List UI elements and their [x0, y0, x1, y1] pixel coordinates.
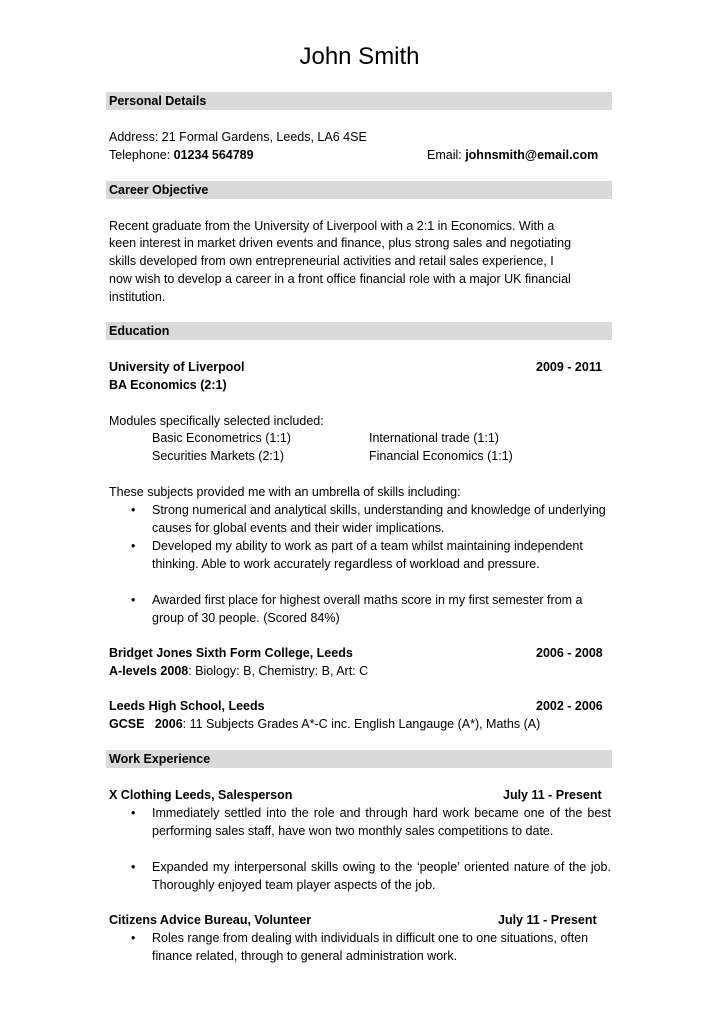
bullet-icon: • — [131, 931, 136, 945]
alevels-line — [109, 662, 611, 680]
skill-text: Developed my ability to work as part of a team whilst maintaining independent thinking. Able to work accurately regardless of workload and pressure. — [152, 539, 583, 571]
job-bullet-text: Immediately settled into the role and through hard work became one of the best performing sales staff, have won two monthly sales competitions to date. — [152, 806, 611, 838]
school-dates: 2002 - 2006 — [536, 699, 603, 713]
section-education: Education — [106, 322, 612, 340]
section-career-objective: Career Objective — [106, 181, 612, 199]
email-line — [427, 146, 598, 164]
telephone-number: 01234 564789 — [173, 148, 254, 162]
gcse-grades: : 11 Subjects Grades A*-C inc. English Langauge (A*), Maths (A) — [182, 717, 541, 731]
school-name: Leeds High School, Leeds — [109, 699, 265, 713]
job-dates: July 11 - Present — [498, 913, 597, 927]
college-name: Bridget Jones Sixth Form College, Leeds — [109, 646, 353, 660]
university-name: University of Liverpool — [109, 360, 245, 374]
telephone-label: Telephone: — [109, 148, 174, 162]
university-dates: 2009 - 2011 — [536, 360, 603, 374]
module-item: Basic Econometrics (1:1) — [152, 431, 291, 445]
college-dates: 2006 - 2008 — [536, 646, 603, 660]
module-item: Securities Markets (2:1) — [152, 449, 284, 463]
bullet-icon: • — [131, 503, 136, 517]
skills-intro: These subjects provided me with an umbrella of skills including: — [109, 485, 461, 499]
bullet-icon: • — [131, 593, 136, 607]
job-bullet-text: Roles range from dealing with individuals in difficult one to one situations, often finance related, through to general administration work. — [152, 931, 589, 963]
skill-text: Awarded first place for highest overall maths score in my first semester from a group of 30 people. (Scored 84%) — [152, 593, 583, 625]
bullet-icon: • — [131, 860, 136, 874]
alevels-label: A-levels 2008 — [109, 664, 189, 678]
email-label: Email: — [427, 148, 466, 162]
degree: BA Economics (2:1) — [109, 378, 227, 392]
job-bullet-text: Expanded my interpersonal skills owing to the ‘people’ oriented nature of the job. Thoroughly enjoyed team player aspects of the job. — [152, 860, 611, 892]
objective-line: now wish to develop a career in a front office financial role with a major UK financial — [109, 272, 571, 286]
gcse-line — [109, 715, 611, 733]
gcse-label: GCSE 2006 — [109, 717, 183, 731]
modules-intro: Modules specifically selected included: — [109, 414, 324, 428]
job-title: X Clothing Leeds, Salesperson — [109, 788, 293, 802]
bullet-icon: • — [131, 806, 136, 820]
bullet-icon: • — [131, 539, 136, 553]
job-dates: July 11 - Present — [503, 788, 602, 802]
objective-line: Recent graduate from the University of Liverpool with a 2:1 in Economics. With a — [109, 219, 555, 233]
email-address: johnsmith@email.com — [465, 148, 599, 162]
objective-line: skills developed from own entrepreneurial activities and retail sales experience, I — [109, 254, 554, 268]
section-personal-details: Personal Details — [106, 92, 612, 110]
skill-text: Strong numerical and analytical skills, understanding and knowledge of underlying causes for global events and their wider implications. — [152, 503, 606, 535]
cv-name: John Smith — [299, 43, 420, 70]
objective-line: institution. — [109, 290, 166, 304]
address: Address: 21 Formal Gardens, Leeds, LA6 4SE — [109, 130, 367, 144]
module-item: International trade (1:1) — [369, 431, 499, 445]
section-work-experience: Work Experience — [106, 750, 612, 768]
alevels-grades: : Biology: B, Chemistry: B, Art: C — [188, 664, 369, 678]
module-item: Financial Economics (1:1) — [369, 449, 513, 463]
objective-line: keen interest in market driven events and finance, plus strong sales and negotiating — [109, 236, 572, 250]
job-title: Citizens Advice Bureau, Volunteer — [109, 913, 312, 927]
